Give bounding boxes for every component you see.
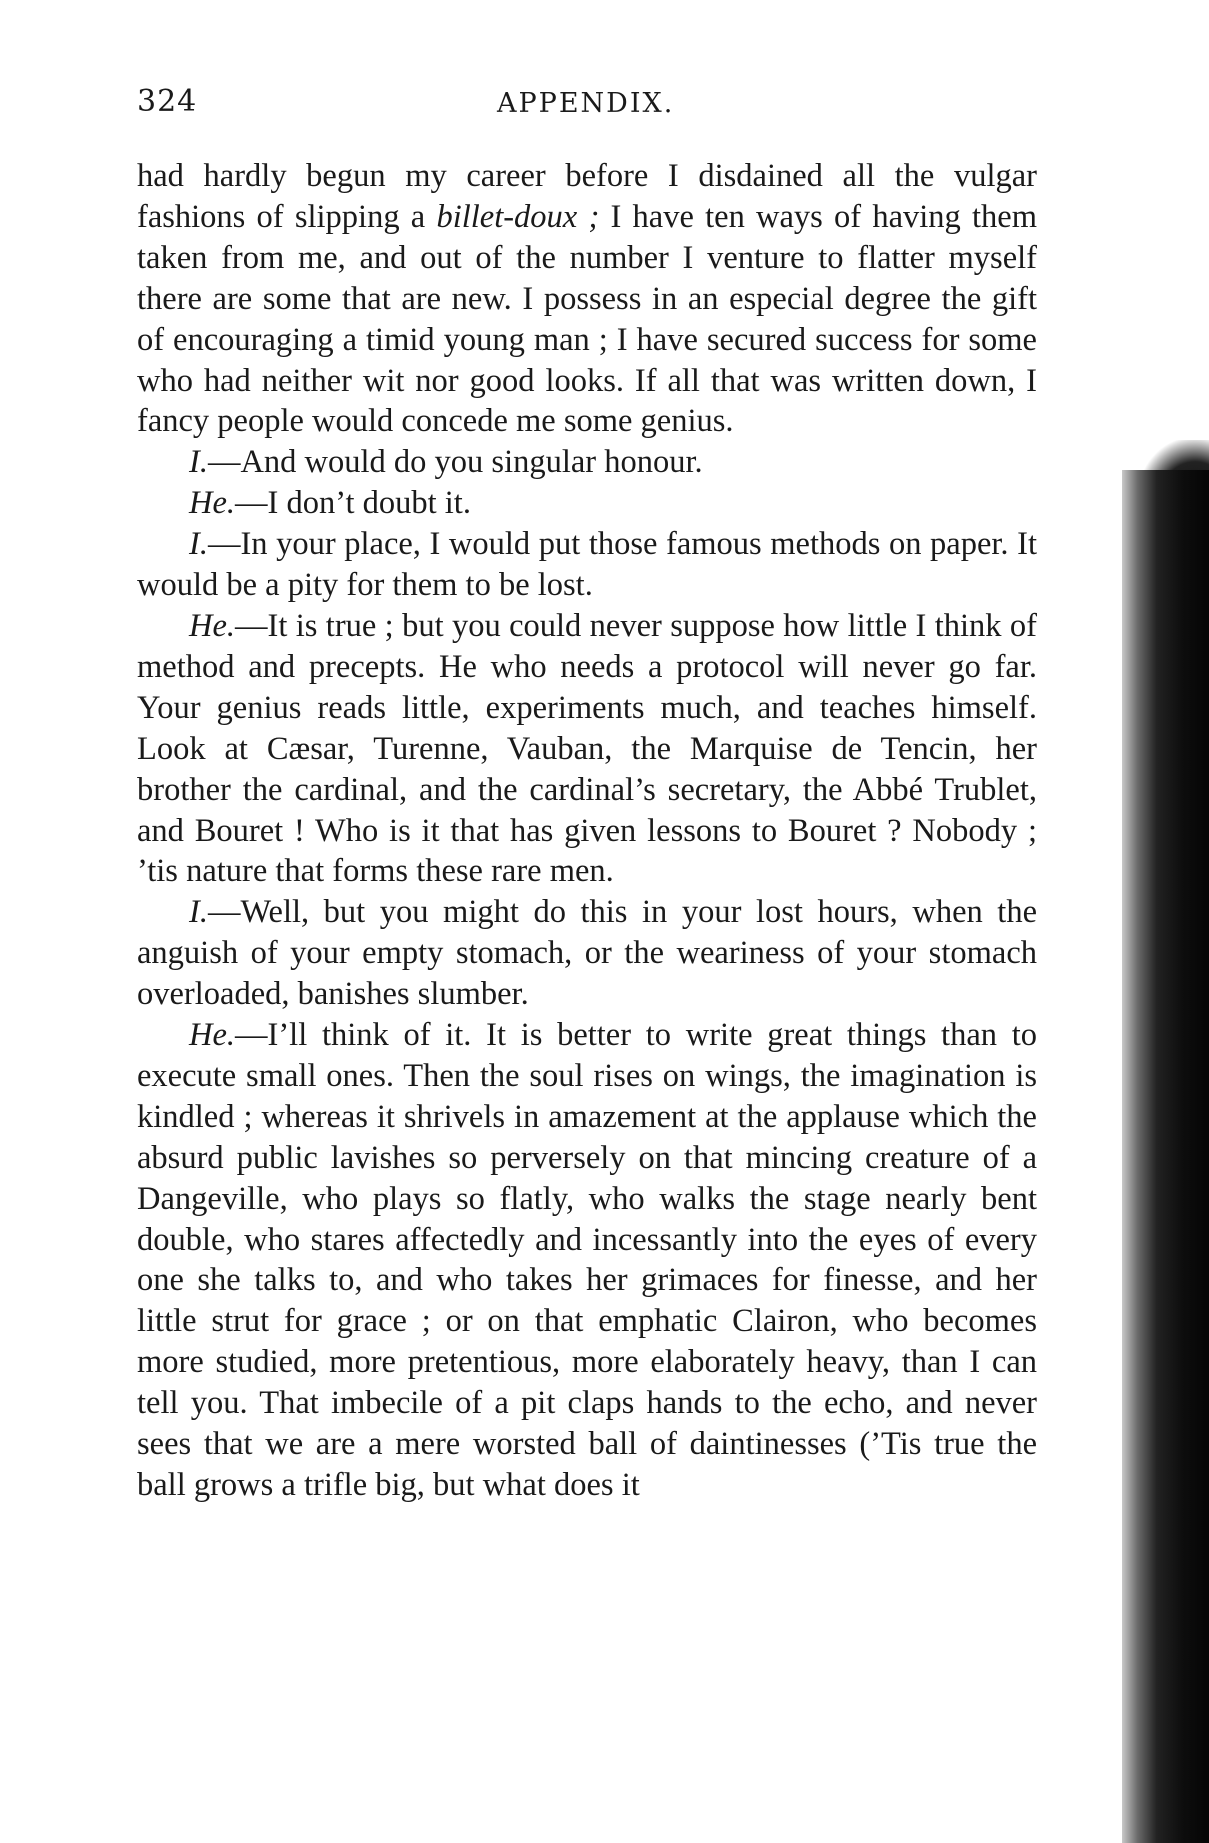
paragraph: [137, 606, 1037, 892]
italic-text: billet-doux ;: [436, 198, 600, 235]
text-run: had hardly begun my career before I disdained all the vulgar fashions of slipping a: [137, 158, 1037, 235]
text-run: —I don’t doubt it.: [235, 485, 471, 522]
text-run: —In your place, I would put those famous methods on paper. It would be a pity for them to be lost.: [137, 526, 1037, 604]
speaker-label: I.: [189, 526, 208, 563]
speaker-label: I.: [189, 894, 208, 931]
paragraph: [137, 483, 1037, 524]
paragraph: [137, 892, 1037, 1015]
speaker-label: He.: [189, 485, 236, 522]
paragraph: [137, 156, 1037, 442]
page-number: 324: [137, 84, 198, 119]
speaker-label: He.: [189, 607, 236, 644]
paragraph: [137, 442, 1037, 483]
text-run: —Well, but you might do this in your lost hours, when the anguish of your empty stomach, or the weariness of your stomach overloaded, banishes slumber.: [137, 894, 1037, 1013]
paragraph: [137, 524, 1037, 606]
speaker-label: He.: [189, 1017, 236, 1054]
text-run: —It is true ; but you could never suppose how little I think of method and precepts. He who needs a protocol will never go far. Your genius reads little, experiments much, and teaches himself. Look at Cæsar, Turenne, Vauban, the Marquise de Tencin, her brother the cardinal, and the cardinal’s secretary, the Abbé Trublet, and Bouret ! Who is it that has given lessons to Bouret ? Nobody ; ’tis nature that forms these rare men.: [137, 607, 1037, 890]
text-run: —And would do you singular honour.: [207, 444, 703, 481]
text-run: —I’ll think of it. It is better to write great things than to execute small ones. Then the soul rises on wings, the imagination is kindled ; whereas it shrivels in amazement at the applause which the absurd public lavishes so perversely on that mincing creature of a Dangeville, who plays so flatly, who walks the stage nearly bent double, who stares affectedly and incessantly into the eyes of every one she talks to, and who takes her grimaces for finesse, and her little strut for grace ; or on that emphatic Clairon, who becomes more studied, more pretentious, more elaborately heavy, than I can tell you. That imbecile of a pit claps hands to the echo, and never sees that we are a mere worsted ball of daintinesses (’Tis true the ball grows a trifle big, but what does it: [137, 1017, 1037, 1503]
body-text: [137, 156, 1037, 1506]
text-run: I have ten ways of having them taken from me, and out of the number I venture to flatter myself there are some that are new. I possess in an especial degree the gift of encouraging a timid young man ; I have secured success for some who had neither wit nor good looks. If all that was written down, I fancy people would concede me some genius.: [137, 198, 1037, 440]
speaker-label: I.: [189, 444, 208, 481]
page-edge-shadow: [1122, 470, 1209, 1843]
running-title: APPENDIX.: [497, 88, 675, 119]
paragraph: [137, 1015, 1037, 1506]
page-header: [137, 84, 1037, 132]
